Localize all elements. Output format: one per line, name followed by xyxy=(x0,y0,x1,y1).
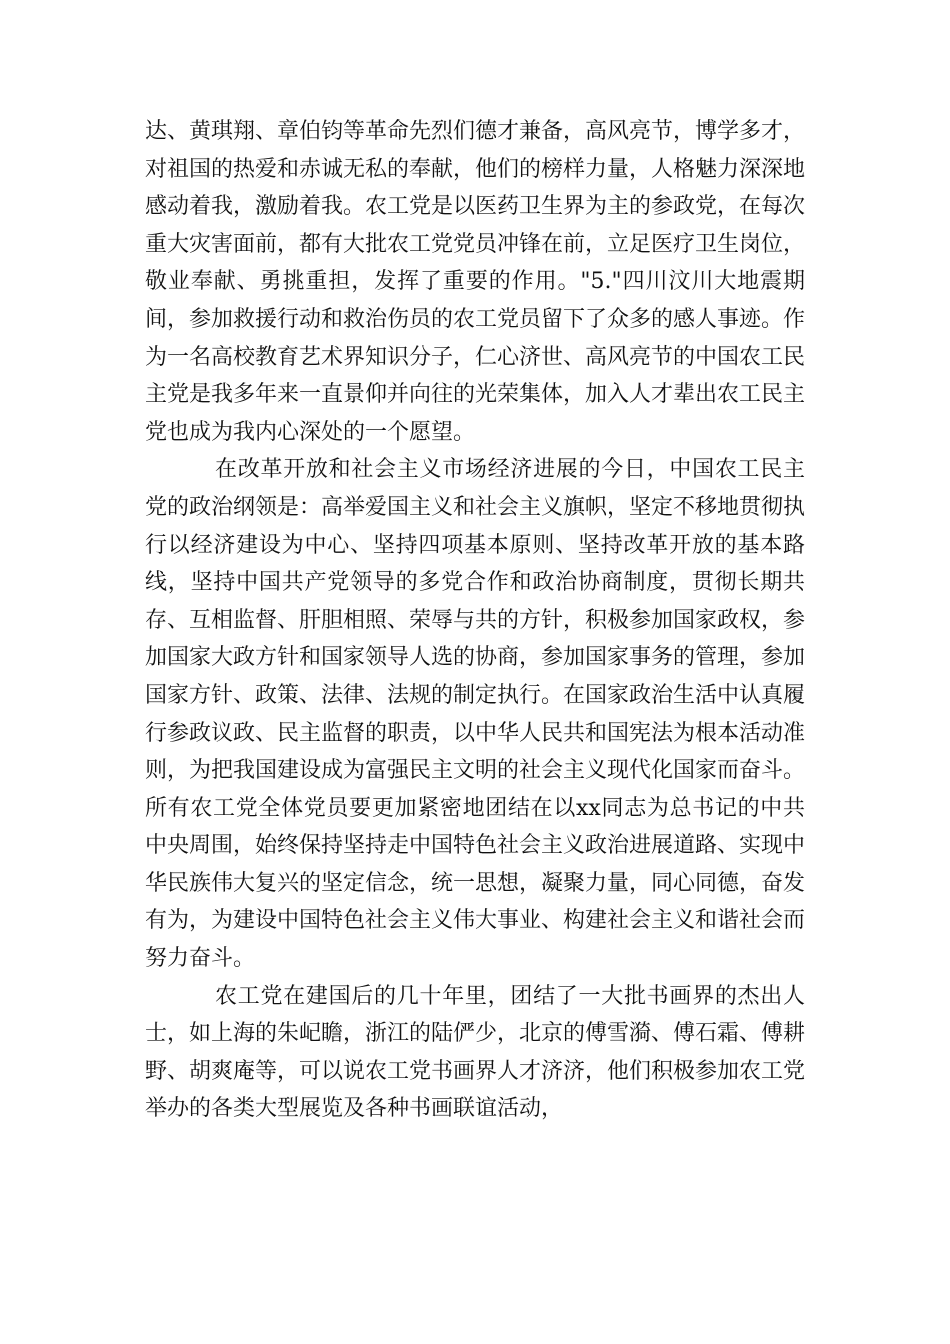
paragraph-2: 在改革开放和社会主义市场经济进展的今日，中国农工民主党的政治纲领是：高举爱国主义和社会主义旗帜，坚定不移地贯彻执行以经济建设为中心、坚持四项基本原则、坚持改革开放的基本路线，坚持中国共产党领导的多党合作和政治协商制度，贯彻长期共存、互相监督、肝胆相照、荣辱与共的方针，积极参加国家政权，参加国家大政方针和国家领导人选的协商，参加国家事务的管理，参加国家方针、政策、法律、法规的制定执行。在国家政治生活中认真履行参政议政、民主监督的职责，以中华人民共和国宪法为根本活动准则，为把我国建设成为富强民主文明的社会主义现代化国家而奋斗。所有农工党全体党员要更加紧密地团结在以xx同志为总书记的中共中央周围，始终保持坚持走中国特色社会主义政治进展道路、实现中华民族伟大复兴的坚定信念，统一思想，凝聚力量，同心同德，奋发有为，为建设中国特色社会主义伟大事业、构建社会主义和谐社会而努力奋斗。 xyxy=(145,457,806,972)
paragraph-1: 达、黄琪翔、章伯钧等革命先烈们德才兼备，高风亮节，博学多才，对祖国的热爱和赤诚无私的奉献，他们的榜样力量，人格魅力深深地感动着我，激励着我。农工党是以医药卫生界为主的参政党，在每次重大灾害面前，都有大批农工党党员冲锋在前，立足医疗卫生岗位，敬业奉献、勇挑重担，发挥了重要的作用。"5."四川汶川大地震期间，参加救援行动和救治伤员的农工党员留下了众多的感人事迹。作为一名高校教育艺术界知识分子，仁心济世、高风亮节的中国农工民主党是我多年来一直景仰并向往的光荣集体，加入人才辈出农工民主党也成为我内心深处的一个愿望。 xyxy=(145,119,806,445)
paragraph-3: 农工党在建国后的几十年里，团结了一大批书画界的杰出人士，如上海的朱屺瞻，浙江的陆俨少，北京的傅雪漪、傅石霜、傅耕野、胡爽庵等，可以说农工党书画界人才济济，他们积极参加农工党举办的各类大型展览及各种书画联谊活动， xyxy=(145,983,806,1122)
document-body xyxy=(145,113,805,1128)
